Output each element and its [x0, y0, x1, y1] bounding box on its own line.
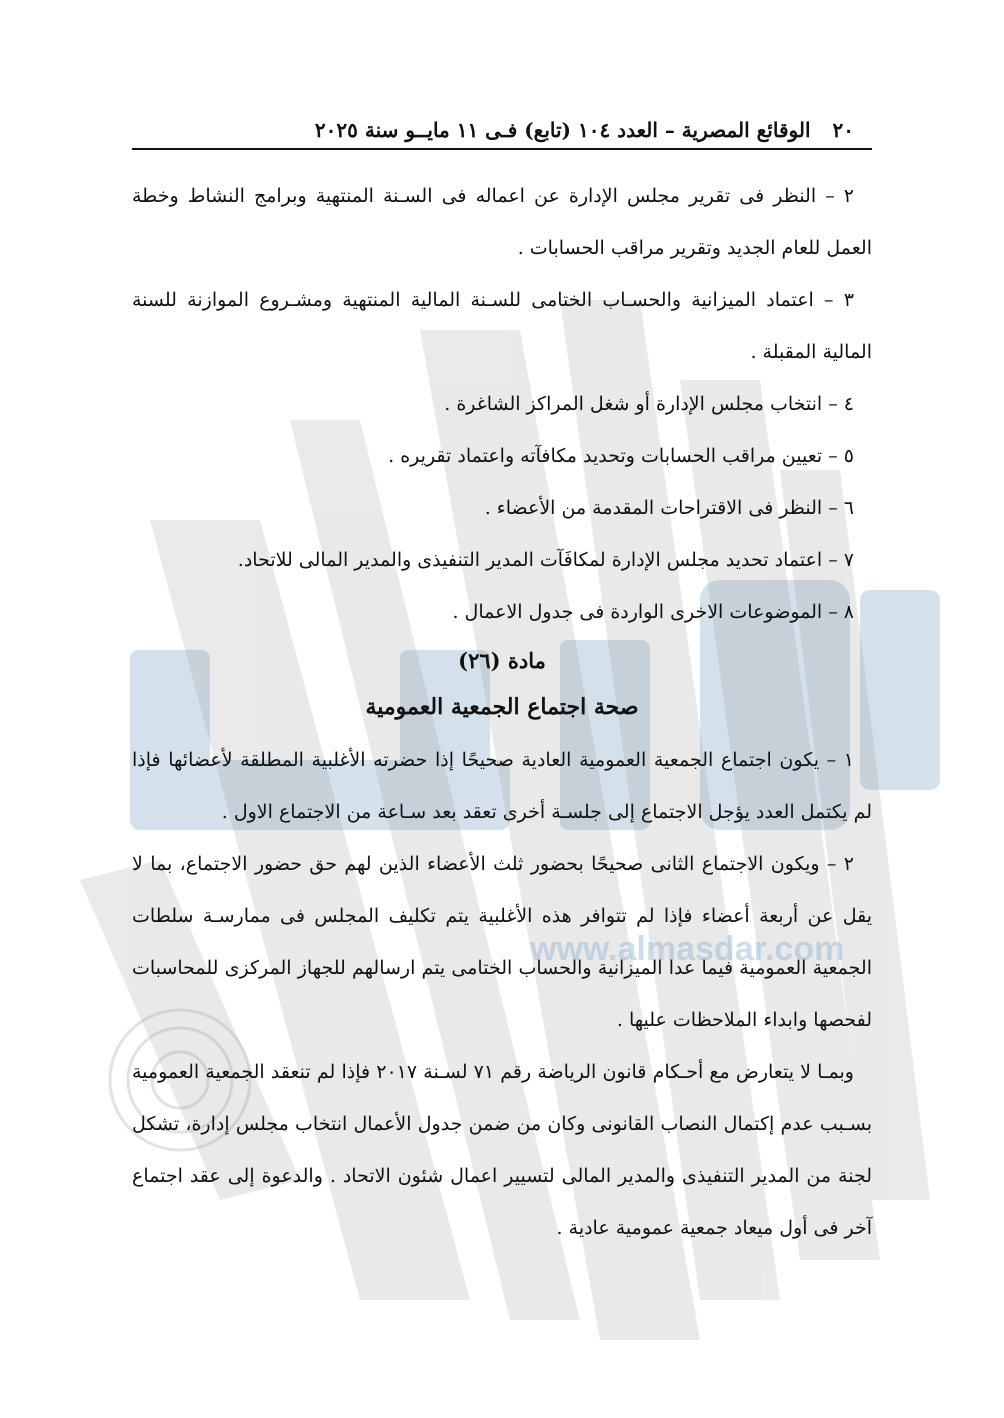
- watermark-url: www.almasdar.com: [530, 930, 845, 968]
- running-title: الوقائع المصرية – العدد ١٠٤ (تابع) فـى ١١ مايــو سنة ٢٠٢٥: [314, 118, 811, 142]
- page-number: ٢٠: [832, 118, 854, 142]
- article-paragraph-3: وبمـا لا يتعارض مع أحـكام قانون الرياضة رقم ٧١ لسـنة ٢٠١٧ فإذا لم تنعقد الجمعية العمومية بسـبب عدم إكتمال النصاب القانونى وكان من ضمن جدول الأعمال انتخاب مجلس إدارة، تشكل لجنة من المدير التنفيذى والمدير المالى لتسيير اعمال شئون الاتحاد . والدعوة إلى عقد اجتماع آخر فى أول ميعاد جمعية عمومية عادية .: [132, 1061, 872, 1239]
- document-body: [132, 170, 872, 1254]
- agenda-item-8: ٨ – الموضوعات الاخرى الواردة فى جدول الاعمال .: [452, 601, 854, 623]
- agenda-item-6: ٦ – النظر فى الاقتراحات المقدمة من الأعضاء .: [484, 497, 854, 519]
- agenda-item-5: ٥ – تعيين مراقب الحسابات وتحديد مكافآته واعتماد تقريره .: [388, 445, 854, 467]
- agenda-item-7: ٧ – اعتماد تحديد مجلس الإدارة لمكافَآت المدير التنفيذى والمدير المالى للاتحاد.: [237, 549, 854, 571]
- article-number: مادة (٢٦): [458, 648, 546, 673]
- page-header: [132, 112, 872, 150]
- agenda-item-3: ٣ – اعتماد الميزانية والحسـاب الختامى للسـنة المالية المنتهية ومشـروع الموازنة للسنة المالية المقبلة .: [132, 289, 872, 363]
- agenda-item-2: ٢ – النظر فى تقرير مجلس الإدارة عن اعماله فى السـنة المنتهية وبرامج النشاط وخطة العمل للعام الجديد وتقرير مراقب الحسابات .: [132, 185, 872, 259]
- article-paragraph-2: ٢ – ويكون الاجتماع الثانى صحيحًا بحضور ثلث الأعضاء الذين لهم حق حضور الاجتماع، بما لا يقل عن أربعة أعضاء فإذا لم تتوافر هذه الأغلبية يتم تكليف المجلس فى ممارسـة سلطات الجمعية العمومية فيما عدا الميزانية والحساب الختامى يتم ارسالهم للجهاز المركزى للمحاسبات لفحصها وابداء الملاحظات عليها .: [132, 853, 872, 1031]
- agenda-item-4: ٤ – انتخاب مجلس الإدارة أو شغل المراكز الشاغرة .: [444, 393, 854, 415]
- page: [132, 112, 872, 1254]
- article-paragraph-1: ١ – يكون اجتماع الجمعية العمومية العادية صحيحًا إذا حضرته الأغلبية المطلقة لأعضائها فإذا لم يكتمل العدد يؤجل الاجتماع إلى جلسـة أخرى تعقد بعد سـاعة من الاجتماع الاول .: [132, 749, 872, 823]
- article-title: صحة اجتماع الجمعية العمومية: [365, 694, 639, 720]
